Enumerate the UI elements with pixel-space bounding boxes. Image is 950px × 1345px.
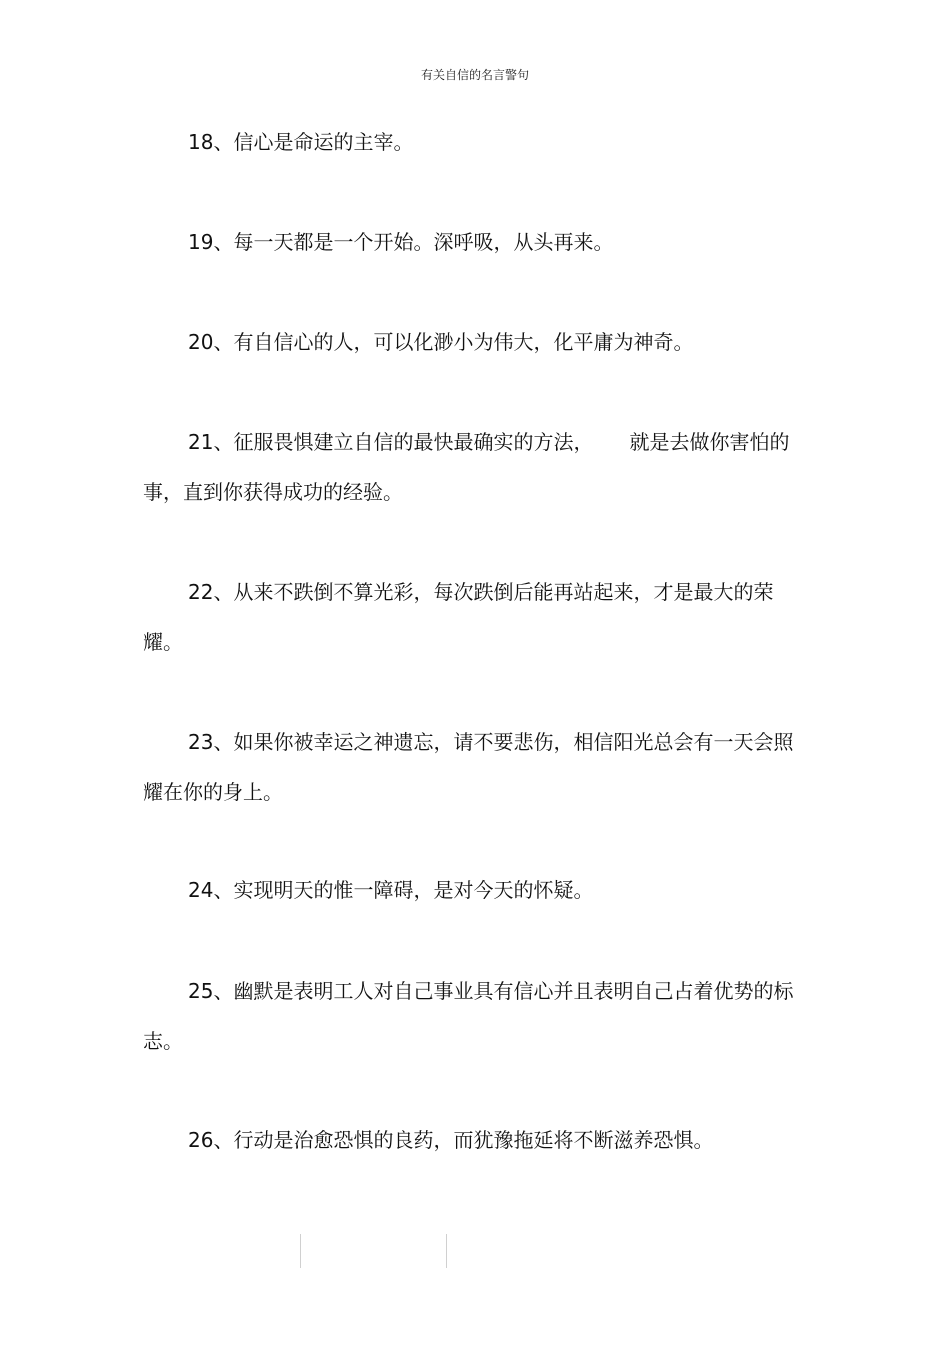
quote-21-part-2: 就是去做你害怕的事，直到你获得成功的经验。: [143, 430, 790, 504]
quote-24: 24、实现明天的惟一障碍，是对今天的怀疑。: [188, 878, 594, 902]
quote-19: 19、每一天都是一个开始。深呼吸，从头再来。: [188, 230, 614, 254]
quote-20: 20、有自信心的人，可以化渺小为伟大，化平庸为神奇。: [188, 330, 694, 354]
quote-18: 18、信心是命运的主宰。: [188, 130, 414, 154]
quote-21: [143, 417, 808, 517]
quote-23: 23、如果你被幸运之神遗忘，请不要悲伤，相信阳光总会有一天会照耀在你的身上。: [143, 730, 794, 804]
quote-21-part-1: 21、征服畏惧建立自信的最快最确实的方法，: [188, 430, 594, 454]
quote-25: 25、幽默是表明工人对自己事业具有信心并且表明自己占着优势的标志。: [143, 979, 794, 1053]
footer-divider-left: [300, 1234, 301, 1268]
quote-22: 22、从来不跌倒不算光彩，每次跌倒后能再站起来，才是最大的荣耀。: [143, 580, 774, 654]
quote-26: 26、行动是治愈恐惧的良药，而犹豫拖延将不断滋养恐惧。: [188, 1128, 714, 1152]
footer-divider-right: [446, 1234, 447, 1268]
page-header: 有关自信的名言警句: [420, 68, 529, 82]
